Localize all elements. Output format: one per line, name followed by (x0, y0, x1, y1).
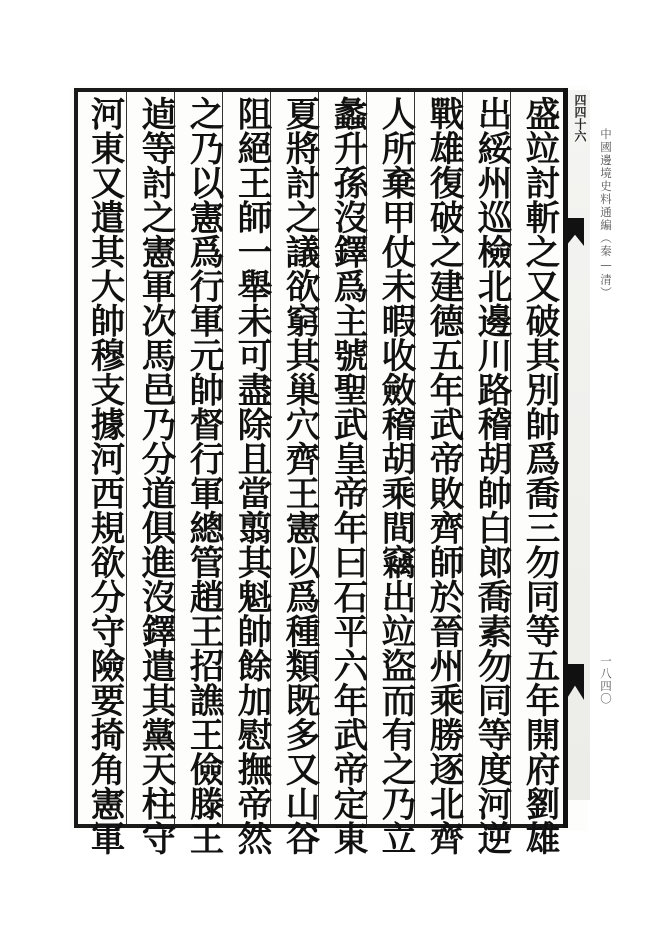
margin-label: 四四十六 (573, 94, 587, 142)
text-column: 逌等討之憲軍次馬邑乃分道俱進沒鐸遣其黨天柱守 (135, 96, 175, 855)
text-column: 出綏州巡檢北邊川路稽胡帥白郎喬素勿同等度河逆 (471, 96, 511, 855)
text-column: 盛竝討斬之又破其別帥爲喬三勿同等五年開府劉雄 (519, 96, 559, 855)
text-column: 蠡升孫沒鐸爲主號聖武皇帝年曰石平六年武帝定東 (327, 96, 367, 855)
text-column: 人所棄甲仗未暇收斂稽胡乘間竊出竝盜而有之乃立 (375, 96, 415, 855)
text-column: 戰雄復破之建德五年武帝敗齊師於晉州乘勝逐北齊 (423, 96, 463, 855)
text-column: 夏將討之議欲窮其巢穴齊王憲以爲種類既多又山谷 (279, 96, 319, 855)
text-column: 阻絕王師一舉未可盡除且當翦其魁帥餘加慰撫帝然 (231, 96, 271, 855)
text-column: 河東又遣其大帥穆支據河西規欲分守險要掎角憲軍 (84, 96, 124, 855)
running-header: 中國邊境史料通編（秦—清） (599, 128, 613, 300)
margin-strip (568, 90, 590, 800)
column-rule (126, 92, 127, 824)
frame-right-rule (563, 88, 568, 828)
page-number: 一八四〇 (599, 655, 613, 705)
text-column: 之乃以憲爲行軍元帥督行軍總管趙王招譙王儉滕王 (183, 96, 223, 855)
